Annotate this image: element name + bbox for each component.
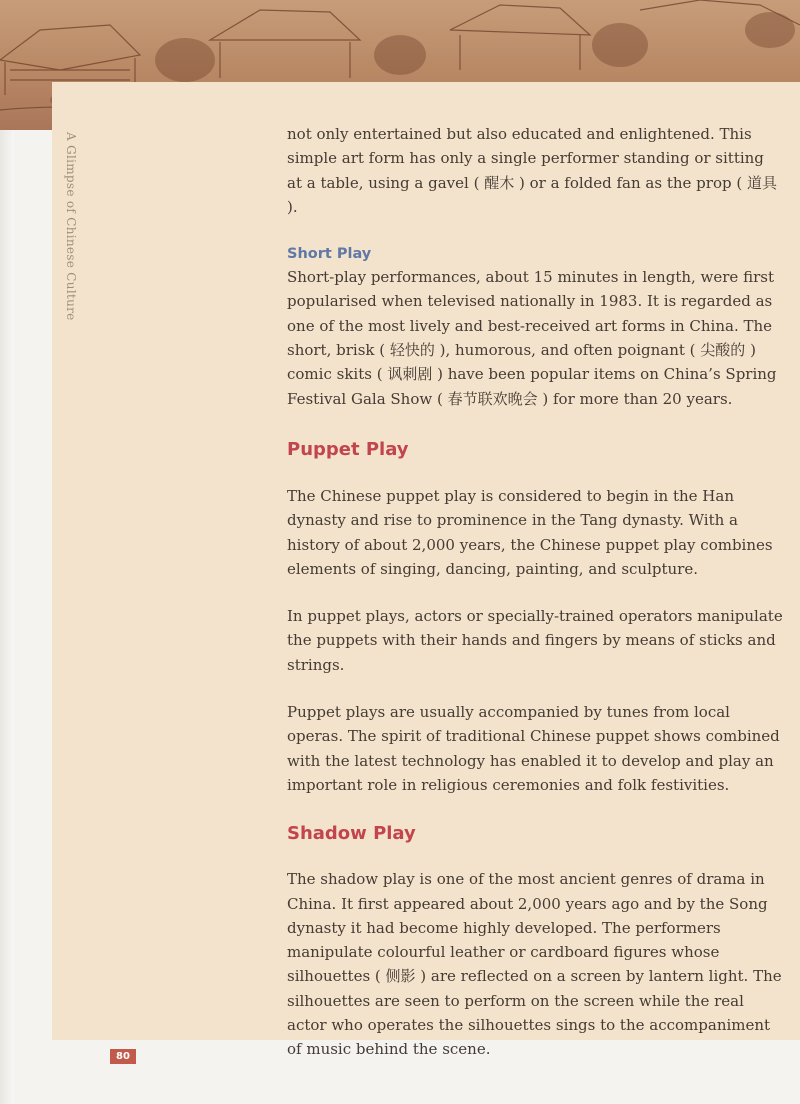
book-edge <box>0 130 14 1104</box>
short-play-heading: Short Play <box>287 246 372 263</box>
spine-title: A Glimpse of Chinese Culture <box>64 132 78 321</box>
short-play-paragraph: Short-play performances, about 15 minutes in length, were first popularised when televised nationally in 1983. It is regarded as one of the most lively and best-received art forms in China. The short, brisk ( 轻快的 ), humorous, and often poignant ( 尖酸的 ) comic skits ( 讽刺剧 ) have been popular items on China’s Spring Festival Gala Show ( 春节联欢晚会 ) for more than 20 years. <box>287 268 777 408</box>
page-content <box>287 122 783 1062</box>
puppet-play-paragraph-1: The Chinese puppet play is considered to begin in the Han dynasty and rise to prominence in the Tang dynasty. With a history of about 2,000 years, the Chinese puppet play combines elements of singing, dancing, painting, and sculpture. <box>287 486 773 578</box>
puppet-play-paragraph-2: In puppet plays, actors or specially-trained operators manipulate the puppets with their hands and fingers by means of sticks and strings. <box>287 607 783 674</box>
shadow-play-heading: Shadow Play <box>287 823 416 845</box>
puppet-play-paragraph-3: Puppet plays are usually accompanied by tunes from local operas. The spirit of traditional Chinese puppet shows combined with the latest technology has enabled it to develop and play an important role in religious ceremonies and folk festivities. <box>287 703 780 794</box>
shadow-play-paragraph: The shadow play is one of the most ancient genres of drama in China. It first appeared about 2,000 years ago and by the Song dynasty it had become highly developed. The performers manipulate colourful leather or cardboard figures whose silhouettes ( 侧影 ) are reflected on a screen by lantern light. The silhouettes are seen to perform on the screen while the real actor who operates the silhouettes sings to the accompaniment of music behind the scene. <box>287 870 782 1059</box>
puppet-play-heading: Puppet Play <box>287 438 409 460</box>
page-number-badge: 80 <box>110 1049 136 1064</box>
intro-paragraph: not only entertained but also educated and enlightened. This simple art form has only a single performer standing or sitting at a table, using a gavel ( 醒木 ) or a folded fan as the prop ( 道具 ). <box>287 125 777 216</box>
